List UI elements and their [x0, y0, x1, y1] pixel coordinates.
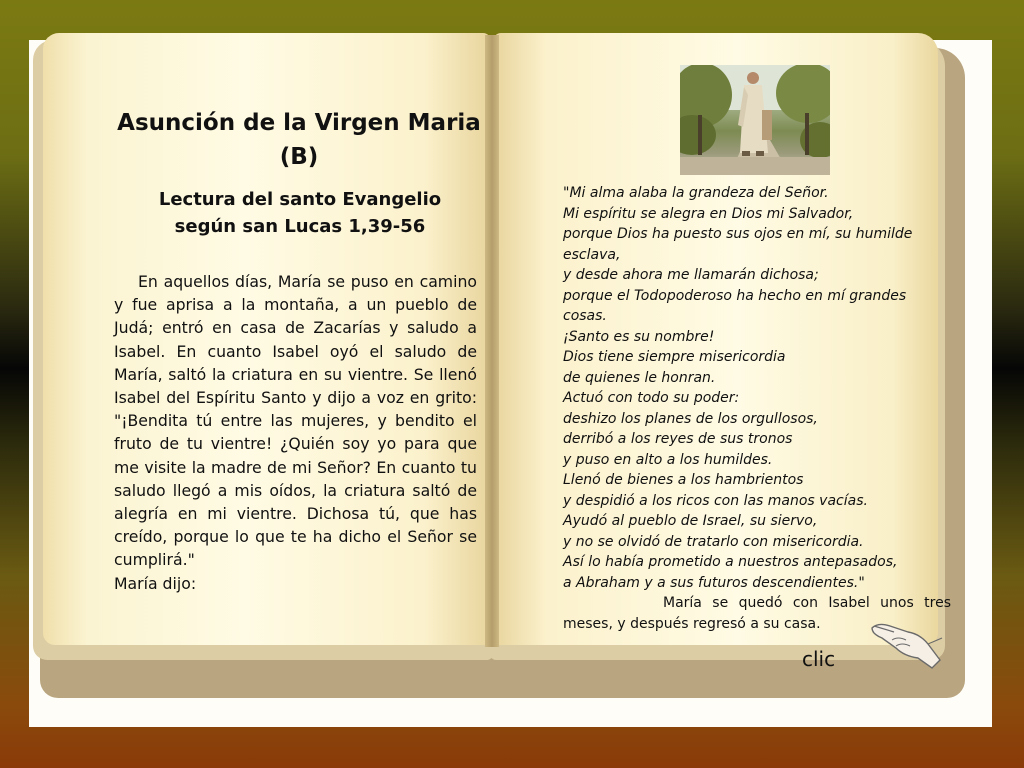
subtitle-line-1: Lectura del santo Evangelio	[158, 189, 442, 210]
magnificat-line: "Mi alma alaba la grandeza del Señor.	[563, 185, 829, 201]
gospel-paragraph-end: María dijo:	[114, 573, 197, 593]
magnificat-line: a Abraham y a sus futuros descendientes."	[563, 574, 865, 591]
woman-walking-photo	[680, 65, 830, 175]
pointing-hand-icon[interactable]	[868, 614, 944, 672]
title-line-1: Asunción de la Virgen Maria	[117, 110, 481, 136]
gospel-text	[114, 270, 477, 595]
magnificat-line: porque Dios ha puesto sus ojos en mí, su humilde esclava,	[563, 226, 913, 263]
magnificat-line: ¡Santo es su nombre!	[563, 328, 715, 345]
magnificat-line: derribó a los reyes de sus tronos	[563, 431, 793, 447]
magnificat-line: y no se olvidó de tratarlo con misericordia.	[563, 533, 864, 550]
magnificat-line: y despidió a los ricos con las manos vacías.	[563, 492, 868, 509]
magnificat-line: Llenó de bienes a los hambrientos	[563, 472, 804, 488]
magnificat-line: Dios tiene siempre misericordia	[563, 349, 786, 365]
magnificat-line: Así lo había prometido a nuestros antepasados,	[563, 554, 898, 570]
magnificat-line: Actuó con todo su poder:	[563, 390, 740, 406]
magnificat-line: y puso en alto a los humildes.	[563, 451, 773, 468]
clic-label[interactable]: clic	[802, 647, 836, 671]
magnificat-line: de quienes le honran.	[563, 369, 716, 386]
magnificat-line: y desde ahora me llamarán dichosa;	[563, 267, 819, 283]
gospel-paragraph: En aquellos días, María se puso en camino y fue aprisa a la montaña, a un pueblo de Judá; entró en casa de Zacarías y saludo a Isabel. En cuanto Isabel oyó el saludo de María, saltó la criatura en su vientre. Se llenó Isabel del Espíritu Santo y dijo a voz en grito: "¡Bendita tú entre las mujeres, y bendito el fruto de tu vientre! ¿Quién soy yo para que me visite la madre de mi Señor? En cuanto tu saludo llegó a mis oídos, la criatura saltó de alegría en mi vientre. Dichosa tú, que has creído, porque lo que te ha dicho el Señor se cumplirá."	[114, 272, 477, 570]
magnificat-line: deshizo los planes de los orgullosos,	[563, 410, 818, 427]
photo-illustration	[680, 65, 830, 175]
closing-paragraph: María se quedó con Isabel unos tres meses, y después regresó a su casa.	[563, 595, 951, 632]
subtitle-line-2: según san Lucas 1,39-56	[174, 216, 426, 237]
magnificat-text	[563, 183, 951, 634]
gospel-reference	[110, 186, 490, 240]
magnificat-line: Ayudó al pueblo de Israel, su siervo,	[563, 513, 818, 529]
magnificat-line: porque el Todopoderoso ha hecho en mí grandes cosas.	[563, 287, 907, 324]
page-title	[95, 106, 503, 174]
hand-illustration	[868, 614, 944, 672]
magnificat-line: Mi espíritu se alegra en Dios mi Salvador,	[563, 205, 854, 222]
title-line-2: (B)	[279, 144, 319, 170]
